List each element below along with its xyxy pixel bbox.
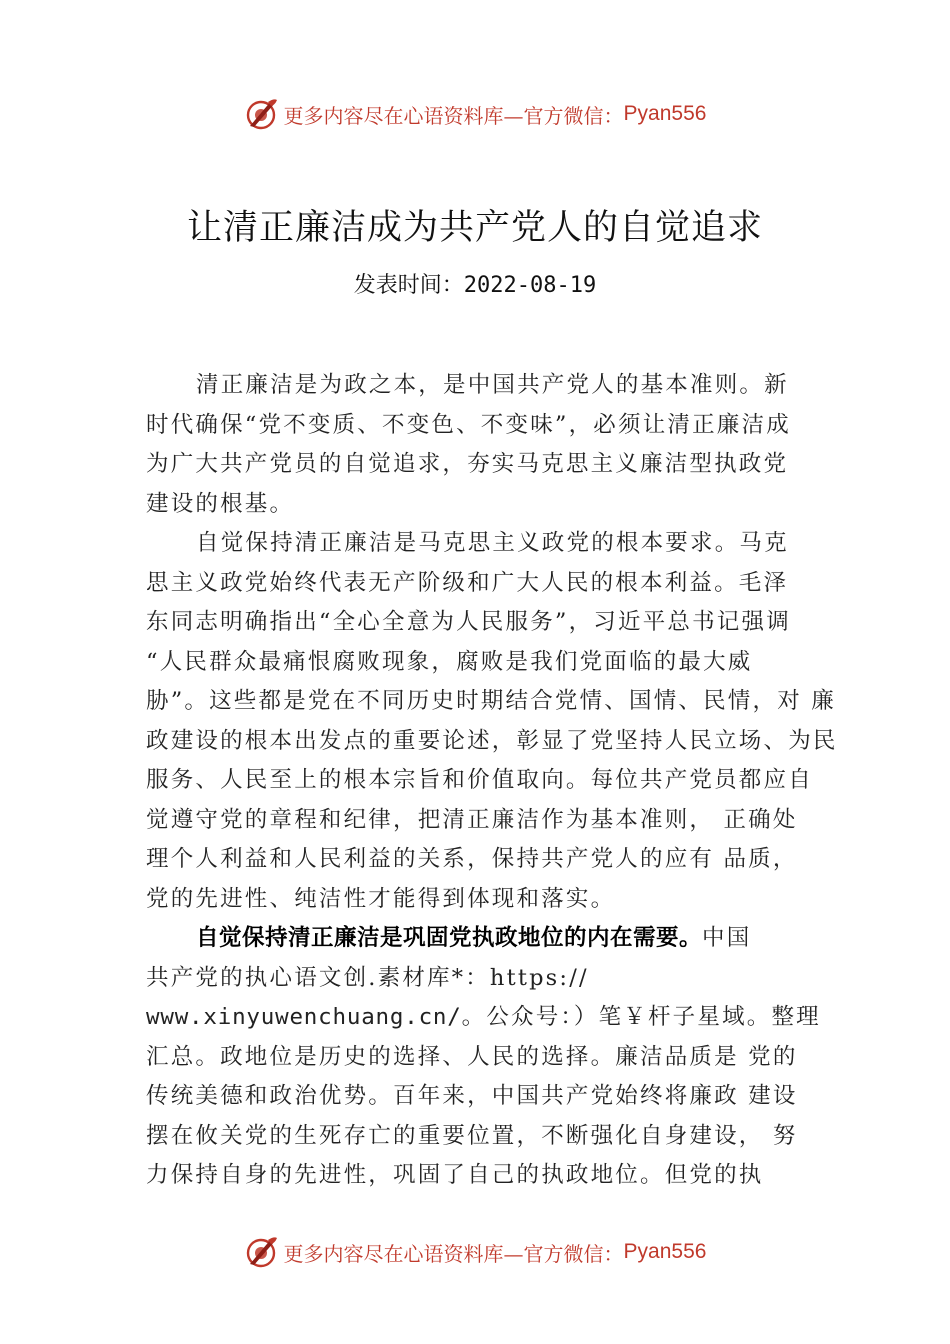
publish-date: [0, 268, 950, 299]
text-line: 东同志明确指出“全心全意为人民服务”，习近平总书记强调: [146, 609, 791, 635]
text-line: 为广大共产党员的自觉追求，夯实马克思主义廉洁型执政党: [146, 451, 789, 477]
date-value: 2022-08-19: [463, 273, 597, 298]
article-body: [146, 366, 836, 1196]
text-line: 时代确保“党不变质、不变色、不变味”，必须让清正廉洁成: [146, 411, 791, 438]
quill-logo-icon: [244, 96, 280, 132]
paragraph-heading-line: [146, 919, 836, 959]
watermark-banner-top: [0, 92, 950, 136]
text-line: 觉遵守党的章程和纪律，把清正廉洁作为基本准则， 正确处: [146, 806, 798, 833]
watermark-banner-bottom: [0, 1230, 950, 1274]
text-line: 党的先进性、纯洁性才能得到体现和落实。: [146, 885, 616, 912]
wechat-id: Pyan556: [623, 1240, 707, 1263]
text-fragment: 中国: [702, 925, 752, 951]
watermark-text: 更多内容尽在心语资料库—官方微信：: [283, 1241, 624, 1266]
text-line: 汇总。政地位是历史的选择、人民的选择。廉洁品质是 党的: [146, 1043, 798, 1070]
text-line: 思主义政党始终代表无产阶级和广大人民的根本利益。毛泽: [146, 569, 789, 596]
text-line: 力保持自身的先进性，巩固了自己的执政地位。但党的执: [146, 1162, 764, 1188]
text-line: 理个人利益和人民利益的关系，保持共产党人的应有 品质，: [146, 846, 798, 872]
date-label: 发表时间：: [353, 273, 464, 298]
source-url: www.xinyuwenchuang.cn/: [146, 1004, 462, 1030]
text-line: 政建设的根本出发点的重要论述，彰显了党坚持人民立场、为民: [146, 727, 838, 754]
text-line: 摆在攸关党的生死存亡的重要位置，不断强化自身建设， 努: [146, 1122, 798, 1149]
text-line: 清正廉洁是为政之本，是中国共产党人的基本准则。新: [196, 372, 789, 398]
text-line: 自觉保持清正廉洁是马克思主义政党的根本要求。马克: [196, 530, 789, 556]
quill-logo-icon: [244, 1234, 280, 1270]
text-line: 共产党的执心语文创.素材库*：https://: [146, 964, 589, 991]
text-line: [146, 998, 836, 1038]
text-line: 建设的根基。: [146, 490, 295, 517]
text-line: “人民群众最痛恨腐败现象，腐败是我们党面临的最大威: [146, 648, 753, 675]
paragraph-heading: 自觉保持清正廉洁是巩固党执政地位的内在需要。: [196, 925, 703, 951]
watermark-text: 更多内容尽在心语资料库—官方微信：: [283, 103, 624, 128]
text-line: 胁”。这些都是党在不同历史时期结合党情、国情、民情，对 廉: [146, 688, 836, 714]
article-title: 让清正廉洁成为共产党人的自觉追求: [186, 208, 763, 248]
text-line: 服务、人民至上的根本宗旨和价值取向。每位共产党员都应自: [146, 767, 813, 793]
wechat-id: Pyan556: [623, 102, 707, 125]
text-fragment: 。公众号：）笔￥杆子星域。整理: [461, 1004, 821, 1030]
text-line: 传统美德和政治优势。百年来，中国共产党始终将廉政 建设: [146, 1083, 798, 1109]
